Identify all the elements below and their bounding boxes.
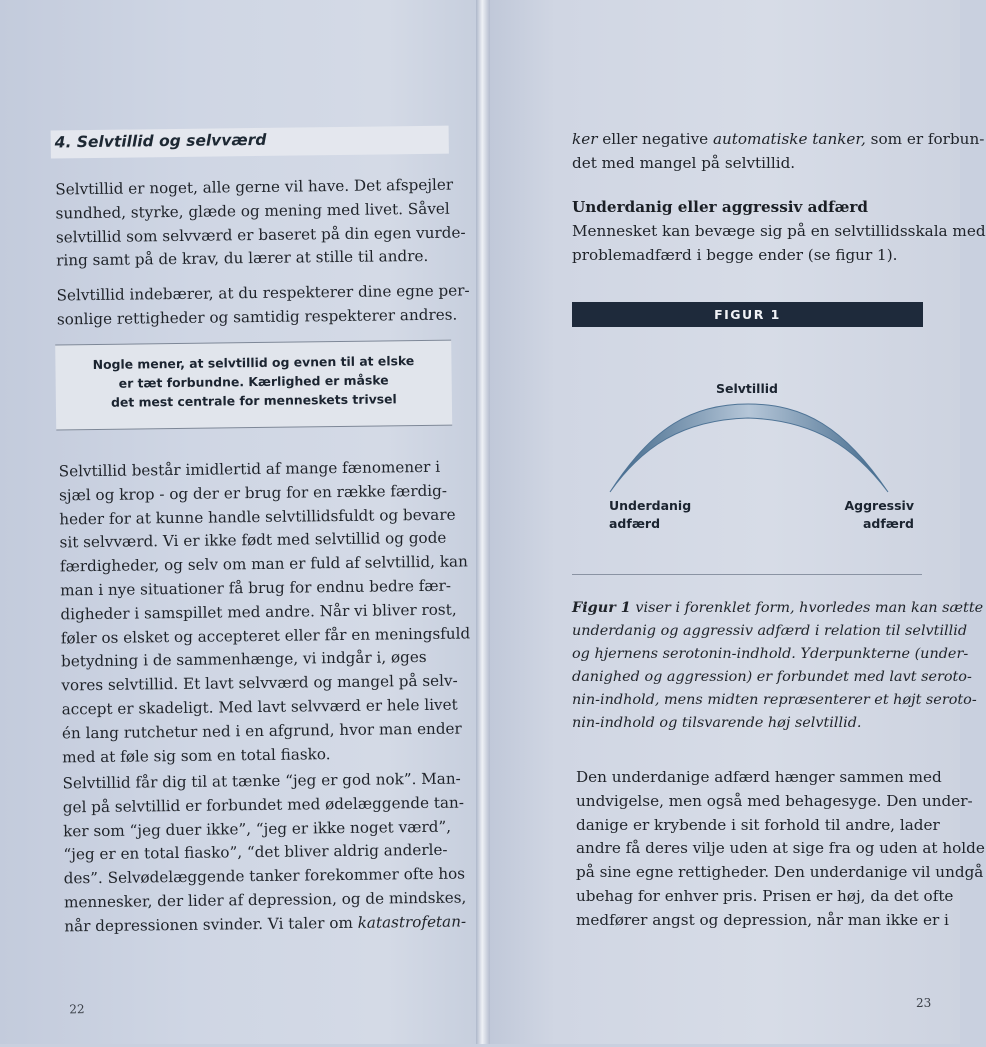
chapter-title: 4. Selvtillid og selvværd xyxy=(54,130,267,152)
paragraph-rights xyxy=(56,279,470,332)
text-line: Selvtillid består imidlertid af mange fænomener i xyxy=(58,457,441,481)
text-line: sit selvværd. Vi er ikke født med selvtillid og gode xyxy=(59,529,447,552)
text-line xyxy=(572,128,984,152)
text-line: heder for at kunne handle selvtillidsfuldt og bevare xyxy=(59,505,456,529)
section-heading: Underdanig eller aggressiv adfærd xyxy=(572,198,869,216)
figure-label-right xyxy=(814,497,914,533)
text-line: sundhed, styrke, glæde og mening med livet. Såvel xyxy=(55,199,450,223)
text-line: danige er krybende i sit forhold til andre, lader xyxy=(576,815,940,834)
text-line: Selvtillid er noget, alle gerne vil have. Det afspejler xyxy=(55,175,454,199)
text-line: ubehag for enhver pris. Prisen er høj, da det ofte xyxy=(576,886,954,905)
text-line: sonlige rettigheder og samtidig respekterer andres. xyxy=(56,305,458,329)
text-line xyxy=(64,910,467,939)
text-line: nin-indhold og tilsvarende høj selvtillid. xyxy=(572,715,862,731)
text-italic: katastrofetan- xyxy=(357,912,467,932)
text-line: det med mangel på selvtillid. xyxy=(572,153,796,172)
text-line: én lang rutchetur ned i en afgrund, hvor man ender xyxy=(61,719,462,743)
text-line: mennesker, der lider af depression, og de mindskes, xyxy=(63,888,467,912)
arc-shape xyxy=(610,404,888,492)
text-segment: eller negative xyxy=(597,130,713,148)
paragraph-phenomena xyxy=(59,455,472,769)
figure-header: FIGUR 1 xyxy=(572,302,923,327)
text-line: underdanig og aggressiv adfærd i relation til selvtillid xyxy=(572,623,968,639)
text-line: medfører angst og depression, når man ikke er i xyxy=(576,910,949,929)
pull-quote-line: det mest centrale for menneskets trivsel xyxy=(110,391,397,410)
text-line: “jeg er en total fiasko”, “det bliver aldrig anderle- xyxy=(63,841,448,864)
text-line: problemadfærd i begge ender (se figur 1). xyxy=(572,245,898,264)
text-line: på sine egne rettigheder. Den underdanige vil undgå xyxy=(576,863,984,882)
text-segment: som er forbun- xyxy=(865,130,985,148)
text-line: andre få deres vilje uden at sige fra og uden at holde xyxy=(576,839,985,858)
text-line: man i nye situationer få brug for endnu bedre fær- xyxy=(60,576,452,600)
text-line: undvigelse, men også med behagesyge. Den under- xyxy=(576,791,973,810)
text-line: accept er skadeligt. Med lavt selvværd er hele livet xyxy=(61,695,458,719)
figure-label-text: adfærd xyxy=(862,516,914,531)
figure-label-text: Underdanig xyxy=(609,498,692,513)
left-page-content xyxy=(45,0,478,1046)
text-line: vores selvtillid. Et lavt selvværd og mangel på selv- xyxy=(61,671,458,695)
figure-label-text: Selvtillid xyxy=(716,381,778,396)
pull-quote-line: Nogle mener, at selvtillid og evnen til at elske xyxy=(92,353,415,373)
text-line: føler os elsket og accepteret eller får en meningsfuld xyxy=(60,623,471,647)
paragraph-continued xyxy=(572,128,984,176)
text-line: Selvtillid får dig til at tænke “jeg er god nok”. Man- xyxy=(62,769,461,793)
page-number: 23 xyxy=(916,996,932,1010)
page-number: 22 xyxy=(69,1002,85,1017)
text-line: betydning i de sammenhænge, vi indgår i, øges xyxy=(60,648,427,671)
paragraph-submissive xyxy=(576,766,985,933)
paragraph-intro xyxy=(55,173,466,273)
text-line: selvtillid som selvværd er baseret på din egen vurde- xyxy=(55,223,466,247)
text-line: Selvtillid indebærer, at du respekterer dine egne per- xyxy=(56,281,470,305)
pull-quote-line: er tæt forbundne. Kærlighed er måske xyxy=(118,372,389,391)
right-page-content xyxy=(484,0,986,1044)
text-segment: viser i forenklet form, hvorledes man kan sætte xyxy=(630,600,984,616)
pull-quote xyxy=(55,340,452,431)
text-line: sjæl og krop - og der er brug for en række færdig- xyxy=(58,481,448,505)
text-line: Den underdanige adfærd hænger sammen med xyxy=(576,768,942,786)
figure-label-text: Aggressiv xyxy=(844,498,914,513)
text-line: færdigheder, og selv om man er fuld af selvtillid, kan xyxy=(59,552,468,576)
text-italic: ker xyxy=(572,130,598,148)
left-page xyxy=(0,0,482,1044)
text-line: ker som “jeg duer ikke”, “jeg er ikke noget værd”, xyxy=(63,817,452,840)
figure-label-left xyxy=(609,497,691,533)
figure-caption xyxy=(572,596,984,735)
text-line: med at føle sig som en total fiasko. xyxy=(62,744,331,766)
text-line: ring samt på de krav, du lærer at stille til andre. xyxy=(56,247,429,270)
caption-lead: Figur 1 xyxy=(572,599,631,616)
book-spine xyxy=(476,0,490,1044)
figure-divider xyxy=(572,574,922,575)
right-page xyxy=(484,0,986,1044)
text-line: digheder i samspillet med andre. Når vi bliver rost, xyxy=(60,600,457,624)
text-line: og hjernens serotonin-indhold. Yderpunkterne (under- xyxy=(572,646,969,662)
paragraph-thoughts xyxy=(62,767,466,938)
selvtillid-arc-diagram xyxy=(572,392,924,502)
text-italic: automatiske tanker, xyxy=(712,130,866,148)
text-line: gel på selvtillid er forbundet med ødelæggende tan- xyxy=(62,793,465,817)
text-line: danighed og aggression) er forbundet med lavt seroto- xyxy=(572,669,972,685)
text-line: Mennesket kan bevæge sig på en selvtillidsskala med xyxy=(572,222,986,240)
section-text xyxy=(572,220,986,268)
text-line xyxy=(572,596,984,620)
figure-label-text: adfærd xyxy=(609,516,661,531)
text-line: des”. Selvødelæggende tanker forekommer ofte hos xyxy=(63,864,466,888)
text-line: nin-indhold, mens midten repræsenterer et højt seroto- xyxy=(572,692,977,708)
text-segment: når depressionen svinder. Vi taler om xyxy=(64,913,358,936)
